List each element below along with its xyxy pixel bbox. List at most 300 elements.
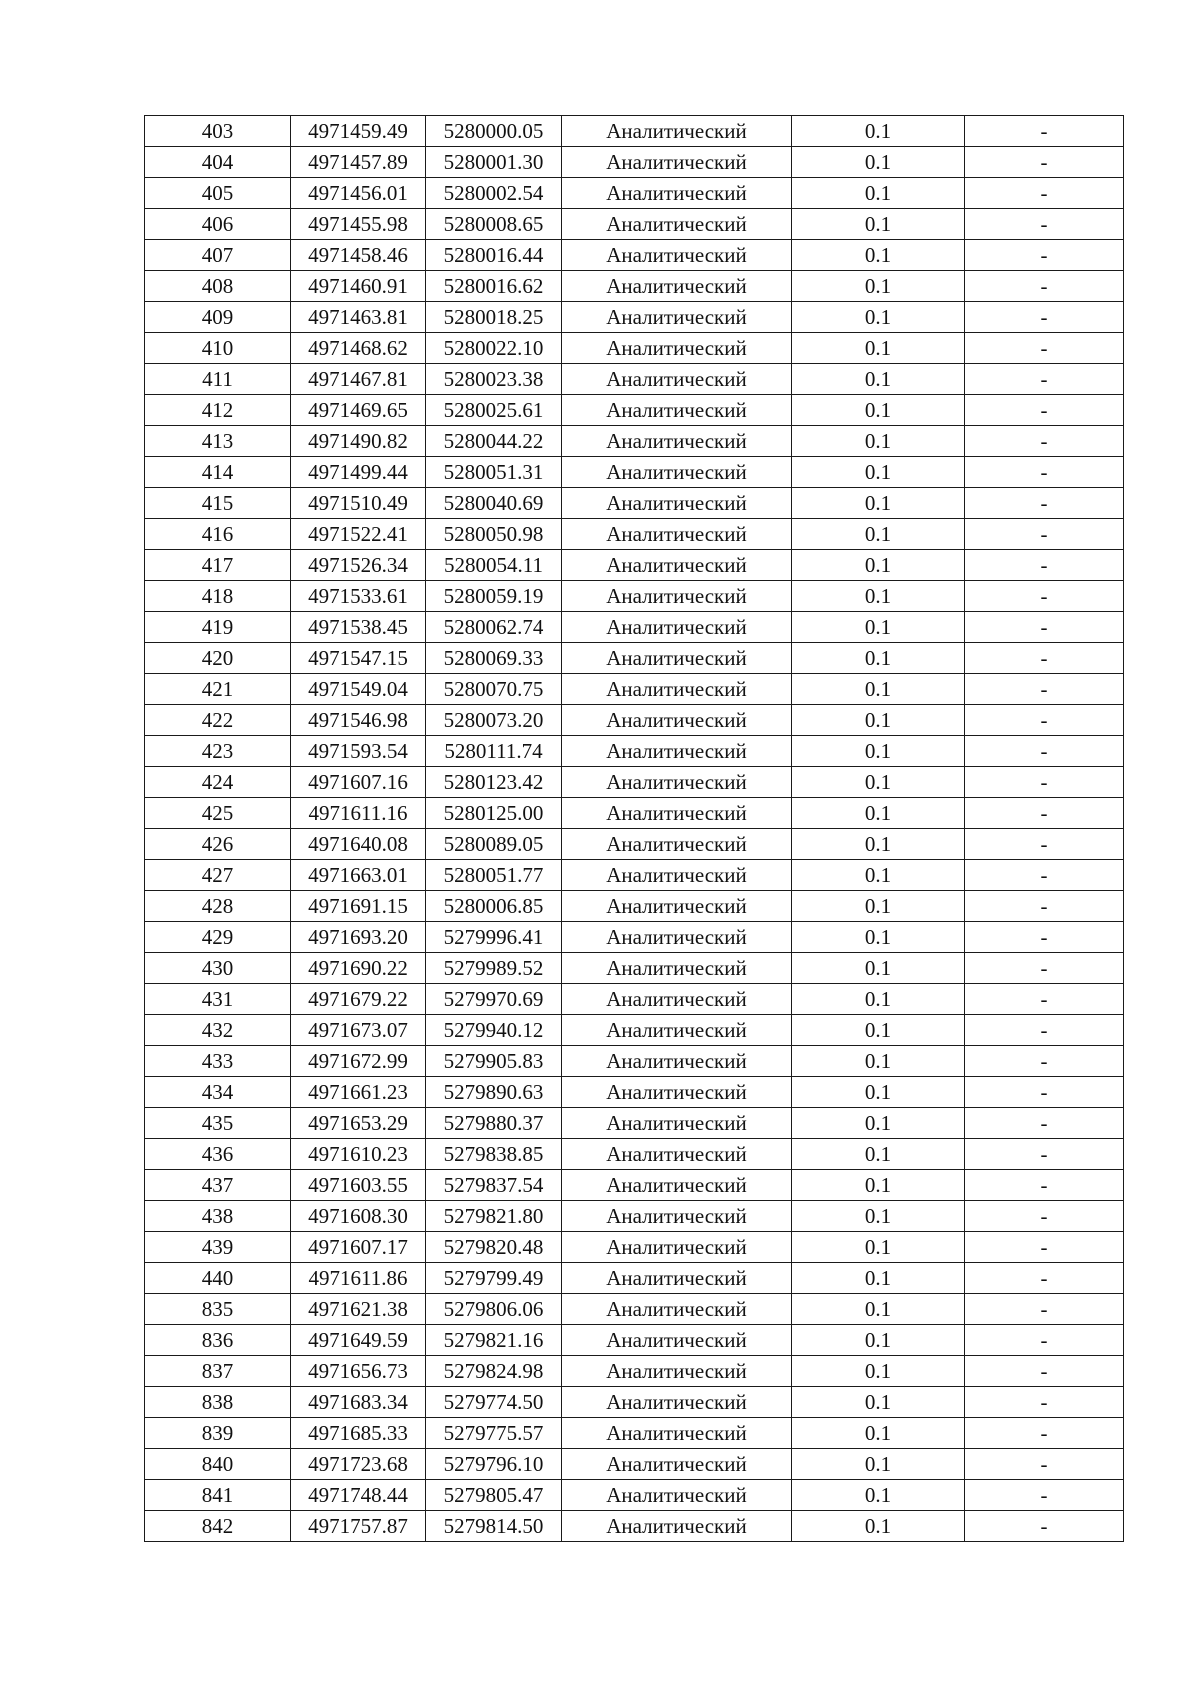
point-number-cell: 440 bbox=[145, 1263, 291, 1294]
x-coordinate-cell: 4971663.01 bbox=[291, 860, 426, 891]
y-coordinate-cell: 5280016.44 bbox=[426, 240, 562, 271]
accuracy-cell: 0.1 bbox=[792, 736, 965, 767]
point-number-cell: 415 bbox=[145, 488, 291, 519]
x-coordinate-cell: 4971653.29 bbox=[291, 1108, 426, 1139]
table-row bbox=[145, 953, 1124, 984]
accuracy-cell: 0.1 bbox=[792, 1232, 965, 1263]
table-row bbox=[145, 612, 1124, 643]
note-cell: - bbox=[965, 1294, 1124, 1325]
table-row bbox=[145, 1077, 1124, 1108]
table-row bbox=[145, 891, 1124, 922]
point-number-cell: 432 bbox=[145, 1015, 291, 1046]
point-number-cell: 420 bbox=[145, 643, 291, 674]
x-coordinate-cell: 4971546.98 bbox=[291, 705, 426, 736]
y-coordinate-cell: 5279814.50 bbox=[426, 1511, 562, 1542]
x-coordinate-cell: 4971748.44 bbox=[291, 1480, 426, 1511]
note-cell: - bbox=[965, 643, 1124, 674]
note-cell: - bbox=[965, 922, 1124, 953]
point-number-cell: 407 bbox=[145, 240, 291, 271]
note-cell: - bbox=[965, 1325, 1124, 1356]
method-cell: Аналитический bbox=[562, 1294, 792, 1325]
method-cell: Аналитический bbox=[562, 1511, 792, 1542]
note-cell: - bbox=[965, 1449, 1124, 1480]
x-coordinate-cell: 4971621.38 bbox=[291, 1294, 426, 1325]
y-coordinate-cell: 5280062.74 bbox=[426, 612, 562, 643]
y-coordinate-cell: 5279890.63 bbox=[426, 1077, 562, 1108]
accuracy-cell: 0.1 bbox=[792, 643, 965, 674]
y-coordinate-cell: 5280018.25 bbox=[426, 302, 562, 333]
accuracy-cell: 0.1 bbox=[792, 1387, 965, 1418]
note-cell: - bbox=[965, 1511, 1124, 1542]
point-number-cell: 431 bbox=[145, 984, 291, 1015]
method-cell: Аналитический bbox=[562, 1108, 792, 1139]
note-cell: - bbox=[965, 1480, 1124, 1511]
x-coordinate-cell: 4971468.62 bbox=[291, 333, 426, 364]
accuracy-cell: 0.1 bbox=[792, 1015, 965, 1046]
note-cell: - bbox=[965, 581, 1124, 612]
y-coordinate-cell: 5280070.75 bbox=[426, 674, 562, 705]
x-coordinate-cell: 4971490.82 bbox=[291, 426, 426, 457]
y-coordinate-cell: 5280025.61 bbox=[426, 395, 562, 426]
accuracy-cell: 0.1 bbox=[792, 1449, 965, 1480]
point-number-cell: 439 bbox=[145, 1232, 291, 1263]
method-cell: Аналитический bbox=[562, 302, 792, 333]
accuracy-cell: 0.1 bbox=[792, 1325, 965, 1356]
method-cell: Аналитический bbox=[562, 1480, 792, 1511]
note-cell: - bbox=[965, 240, 1124, 271]
note-cell: - bbox=[965, 1015, 1124, 1046]
table-row bbox=[145, 178, 1124, 209]
accuracy-cell: 0.1 bbox=[792, 364, 965, 395]
point-number-cell: 839 bbox=[145, 1418, 291, 1449]
point-number-cell: 840 bbox=[145, 1449, 291, 1480]
accuracy-cell: 0.1 bbox=[792, 1077, 965, 1108]
method-cell: Аналитический bbox=[562, 1387, 792, 1418]
x-coordinate-cell: 4971607.16 bbox=[291, 767, 426, 798]
point-number-cell: 409 bbox=[145, 302, 291, 333]
point-number-cell: 423 bbox=[145, 736, 291, 767]
y-coordinate-cell: 5280016.62 bbox=[426, 271, 562, 302]
table-row bbox=[145, 1263, 1124, 1294]
table-row bbox=[145, 1418, 1124, 1449]
accuracy-cell: 0.1 bbox=[792, 1139, 965, 1170]
note-cell: - bbox=[965, 209, 1124, 240]
point-number-cell: 424 bbox=[145, 767, 291, 798]
method-cell: Аналитический bbox=[562, 798, 792, 829]
x-coordinate-cell: 4971607.17 bbox=[291, 1232, 426, 1263]
method-cell: Аналитический bbox=[562, 767, 792, 798]
x-coordinate-cell: 4971661.23 bbox=[291, 1077, 426, 1108]
point-number-cell: 842 bbox=[145, 1511, 291, 1542]
accuracy-cell: 0.1 bbox=[792, 1108, 965, 1139]
table-row bbox=[145, 1480, 1124, 1511]
accuracy-cell: 0.1 bbox=[792, 798, 965, 829]
y-coordinate-cell: 5280002.54 bbox=[426, 178, 562, 209]
accuracy-cell: 0.1 bbox=[792, 674, 965, 705]
note-cell: - bbox=[965, 457, 1124, 488]
method-cell: Аналитический bbox=[562, 953, 792, 984]
x-coordinate-cell: 4971467.81 bbox=[291, 364, 426, 395]
accuracy-cell: 0.1 bbox=[792, 953, 965, 984]
accuracy-cell: 0.1 bbox=[792, 829, 965, 860]
x-coordinate-cell: 4971656.73 bbox=[291, 1356, 426, 1387]
note-cell: - bbox=[965, 1263, 1124, 1294]
accuracy-cell: 0.1 bbox=[792, 705, 965, 736]
table-row bbox=[145, 736, 1124, 767]
accuracy-cell: 0.1 bbox=[792, 1170, 965, 1201]
y-coordinate-cell: 5280073.20 bbox=[426, 705, 562, 736]
note-cell: - bbox=[965, 1356, 1124, 1387]
x-coordinate-cell: 4971533.61 bbox=[291, 581, 426, 612]
y-coordinate-cell: 5279799.49 bbox=[426, 1263, 562, 1294]
method-cell: Аналитический bbox=[562, 1015, 792, 1046]
method-cell: Аналитический bbox=[562, 643, 792, 674]
table-row bbox=[145, 457, 1124, 488]
y-coordinate-cell: 5280054.11 bbox=[426, 550, 562, 581]
note-cell: - bbox=[965, 116, 1124, 147]
table-row bbox=[145, 302, 1124, 333]
note-cell: - bbox=[965, 1201, 1124, 1232]
table-row bbox=[145, 1325, 1124, 1356]
x-coordinate-cell: 4971458.46 bbox=[291, 240, 426, 271]
x-coordinate-cell: 4971679.22 bbox=[291, 984, 426, 1015]
table-row bbox=[145, 581, 1124, 612]
x-coordinate-cell: 4971672.99 bbox=[291, 1046, 426, 1077]
table-row bbox=[145, 922, 1124, 953]
y-coordinate-cell: 5279824.98 bbox=[426, 1356, 562, 1387]
point-number-cell: 841 bbox=[145, 1480, 291, 1511]
table-row bbox=[145, 829, 1124, 860]
y-coordinate-cell: 5280050.98 bbox=[426, 519, 562, 550]
note-cell: - bbox=[965, 519, 1124, 550]
accuracy-cell: 0.1 bbox=[792, 395, 965, 426]
point-number-cell: 414 bbox=[145, 457, 291, 488]
point-number-cell: 406 bbox=[145, 209, 291, 240]
point-number-cell: 426 bbox=[145, 829, 291, 860]
method-cell: Аналитический bbox=[562, 271, 792, 302]
note-cell: - bbox=[965, 1139, 1124, 1170]
point-number-cell: 411 bbox=[145, 364, 291, 395]
method-cell: Аналитический bbox=[562, 1356, 792, 1387]
point-number-cell: 422 bbox=[145, 705, 291, 736]
method-cell: Аналитический bbox=[562, 240, 792, 271]
point-number-cell: 417 bbox=[145, 550, 291, 581]
point-number-cell: 410 bbox=[145, 333, 291, 364]
table-row bbox=[145, 1139, 1124, 1170]
method-cell: Аналитический bbox=[562, 519, 792, 550]
accuracy-cell: 0.1 bbox=[792, 1201, 965, 1232]
method-cell: Аналитический bbox=[562, 1201, 792, 1232]
y-coordinate-cell: 5280023.38 bbox=[426, 364, 562, 395]
x-coordinate-cell: 4971691.15 bbox=[291, 891, 426, 922]
table-row bbox=[145, 147, 1124, 178]
y-coordinate-cell: 5280123.42 bbox=[426, 767, 562, 798]
table-row bbox=[145, 240, 1124, 271]
table-row bbox=[145, 1015, 1124, 1046]
y-coordinate-cell: 5279996.41 bbox=[426, 922, 562, 953]
accuracy-cell: 0.1 bbox=[792, 488, 965, 519]
y-coordinate-cell: 5280040.69 bbox=[426, 488, 562, 519]
x-coordinate-cell: 4971463.81 bbox=[291, 302, 426, 333]
note-cell: - bbox=[965, 1387, 1124, 1418]
table-row bbox=[145, 333, 1124, 364]
note-cell: - bbox=[965, 426, 1124, 457]
accuracy-cell: 0.1 bbox=[792, 1263, 965, 1294]
note-cell: - bbox=[965, 395, 1124, 426]
table-row bbox=[145, 1356, 1124, 1387]
accuracy-cell: 0.1 bbox=[792, 271, 965, 302]
table-row bbox=[145, 209, 1124, 240]
x-coordinate-cell: 4971690.22 bbox=[291, 953, 426, 984]
point-number-cell: 403 bbox=[145, 116, 291, 147]
accuracy-cell: 0.1 bbox=[792, 860, 965, 891]
y-coordinate-cell: 5280022.10 bbox=[426, 333, 562, 364]
note-cell: - bbox=[965, 1108, 1124, 1139]
method-cell: Аналитический bbox=[562, 1325, 792, 1356]
y-coordinate-cell: 5280051.31 bbox=[426, 457, 562, 488]
table-row bbox=[145, 550, 1124, 581]
point-number-cell: 835 bbox=[145, 1294, 291, 1325]
x-coordinate-cell: 4971693.20 bbox=[291, 922, 426, 953]
y-coordinate-cell: 5279837.54 bbox=[426, 1170, 562, 1201]
y-coordinate-cell: 5279774.50 bbox=[426, 1387, 562, 1418]
method-cell: Аналитический bbox=[562, 426, 792, 457]
point-number-cell: 434 bbox=[145, 1077, 291, 1108]
x-coordinate-cell: 4971611.86 bbox=[291, 1263, 426, 1294]
method-cell: Аналитический bbox=[562, 457, 792, 488]
accuracy-cell: 0.1 bbox=[792, 1511, 965, 1542]
x-coordinate-cell: 4971549.04 bbox=[291, 674, 426, 705]
table-row bbox=[145, 1232, 1124, 1263]
point-number-cell: 412 bbox=[145, 395, 291, 426]
point-number-cell: 438 bbox=[145, 1201, 291, 1232]
x-coordinate-cell: 4971685.33 bbox=[291, 1418, 426, 1449]
y-coordinate-cell: 5279970.69 bbox=[426, 984, 562, 1015]
y-coordinate-cell: 5279880.37 bbox=[426, 1108, 562, 1139]
accuracy-cell: 0.1 bbox=[792, 457, 965, 488]
table-row bbox=[145, 519, 1124, 550]
table-row bbox=[145, 1046, 1124, 1077]
point-number-cell: 408 bbox=[145, 271, 291, 302]
accuracy-cell: 0.1 bbox=[792, 302, 965, 333]
point-number-cell: 838 bbox=[145, 1387, 291, 1418]
x-coordinate-cell: 4971593.54 bbox=[291, 736, 426, 767]
accuracy-cell: 0.1 bbox=[792, 922, 965, 953]
coordinates-table-body bbox=[145, 116, 1124, 1542]
note-cell: - bbox=[965, 798, 1124, 829]
point-number-cell: 836 bbox=[145, 1325, 291, 1356]
table-row bbox=[145, 674, 1124, 705]
y-coordinate-cell: 5280044.22 bbox=[426, 426, 562, 457]
method-cell: Аналитический bbox=[562, 612, 792, 643]
method-cell: Аналитический bbox=[562, 1046, 792, 1077]
point-number-cell: 435 bbox=[145, 1108, 291, 1139]
table-row bbox=[145, 1511, 1124, 1542]
point-number-cell: 436 bbox=[145, 1139, 291, 1170]
method-cell: Аналитический bbox=[562, 209, 792, 240]
note-cell: - bbox=[965, 767, 1124, 798]
method-cell: Аналитический bbox=[562, 364, 792, 395]
note-cell: - bbox=[965, 1077, 1124, 1108]
method-cell: Аналитический bbox=[562, 550, 792, 581]
method-cell: Аналитический bbox=[562, 891, 792, 922]
accuracy-cell: 0.1 bbox=[792, 1418, 965, 1449]
y-coordinate-cell: 5279821.16 bbox=[426, 1325, 562, 1356]
note-cell: - bbox=[965, 1232, 1124, 1263]
x-coordinate-cell: 4971611.16 bbox=[291, 798, 426, 829]
point-number-cell: 427 bbox=[145, 860, 291, 891]
y-coordinate-cell: 5279796.10 bbox=[426, 1449, 562, 1480]
x-coordinate-cell: 4971460.91 bbox=[291, 271, 426, 302]
x-coordinate-cell: 4971522.41 bbox=[291, 519, 426, 550]
note-cell: - bbox=[965, 1418, 1124, 1449]
point-number-cell: 425 bbox=[145, 798, 291, 829]
method-cell: Аналитический bbox=[562, 1139, 792, 1170]
note-cell: - bbox=[965, 333, 1124, 364]
note-cell: - bbox=[965, 860, 1124, 891]
x-coordinate-cell: 4971455.98 bbox=[291, 209, 426, 240]
method-cell: Аналитический bbox=[562, 674, 792, 705]
table-row bbox=[145, 1449, 1124, 1480]
table-row bbox=[145, 705, 1124, 736]
accuracy-cell: 0.1 bbox=[792, 333, 965, 364]
table-row bbox=[145, 395, 1124, 426]
accuracy-cell: 0.1 bbox=[792, 767, 965, 798]
method-cell: Аналитический bbox=[562, 1418, 792, 1449]
y-coordinate-cell: 5280111.74 bbox=[426, 736, 562, 767]
y-coordinate-cell: 5280069.33 bbox=[426, 643, 562, 674]
table-row bbox=[145, 767, 1124, 798]
note-cell: - bbox=[965, 736, 1124, 767]
table-row bbox=[145, 984, 1124, 1015]
note-cell: - bbox=[965, 302, 1124, 333]
note-cell: - bbox=[965, 612, 1124, 643]
accuracy-cell: 0.1 bbox=[792, 178, 965, 209]
note-cell: - bbox=[965, 674, 1124, 705]
method-cell: Аналитический bbox=[562, 147, 792, 178]
y-coordinate-cell: 5280125.00 bbox=[426, 798, 562, 829]
note-cell: - bbox=[965, 705, 1124, 736]
x-coordinate-cell: 4971457.89 bbox=[291, 147, 426, 178]
method-cell: Аналитический bbox=[562, 488, 792, 519]
x-coordinate-cell: 4971640.08 bbox=[291, 829, 426, 860]
x-coordinate-cell: 4971469.65 bbox=[291, 395, 426, 426]
note-cell: - bbox=[965, 829, 1124, 860]
point-number-cell: 418 bbox=[145, 581, 291, 612]
table-row bbox=[145, 860, 1124, 891]
accuracy-cell: 0.1 bbox=[792, 1294, 965, 1325]
note-cell: - bbox=[965, 178, 1124, 209]
y-coordinate-cell: 5280089.05 bbox=[426, 829, 562, 860]
y-coordinate-cell: 5279806.06 bbox=[426, 1294, 562, 1325]
method-cell: Аналитический bbox=[562, 581, 792, 612]
method-cell: Аналитический bbox=[562, 1263, 792, 1294]
accuracy-cell: 0.1 bbox=[792, 519, 965, 550]
accuracy-cell: 0.1 bbox=[792, 984, 965, 1015]
point-number-cell: 416 bbox=[145, 519, 291, 550]
x-coordinate-cell: 4971510.49 bbox=[291, 488, 426, 519]
y-coordinate-cell: 5279838.85 bbox=[426, 1139, 562, 1170]
note-cell: - bbox=[965, 271, 1124, 302]
method-cell: Аналитический bbox=[562, 1449, 792, 1480]
table-row bbox=[145, 798, 1124, 829]
y-coordinate-cell: 5279775.57 bbox=[426, 1418, 562, 1449]
point-number-cell: 837 bbox=[145, 1356, 291, 1387]
x-coordinate-cell: 4971610.23 bbox=[291, 1139, 426, 1170]
method-cell: Аналитический bbox=[562, 1232, 792, 1263]
point-number-cell: 433 bbox=[145, 1046, 291, 1077]
y-coordinate-cell: 5280008.65 bbox=[426, 209, 562, 240]
coordinates-table bbox=[144, 115, 1124, 1542]
method-cell: Аналитический bbox=[562, 333, 792, 364]
point-number-cell: 430 bbox=[145, 953, 291, 984]
point-number-cell: 421 bbox=[145, 674, 291, 705]
y-coordinate-cell: 5280006.85 bbox=[426, 891, 562, 922]
x-coordinate-cell: 4971757.87 bbox=[291, 1511, 426, 1542]
table-row bbox=[145, 1201, 1124, 1232]
y-coordinate-cell: 5280000.05 bbox=[426, 116, 562, 147]
x-coordinate-cell: 4971547.15 bbox=[291, 643, 426, 674]
accuracy-cell: 0.1 bbox=[792, 891, 965, 922]
method-cell: Аналитический bbox=[562, 178, 792, 209]
y-coordinate-cell: 5279905.83 bbox=[426, 1046, 562, 1077]
method-cell: Аналитический bbox=[562, 1077, 792, 1108]
note-cell: - bbox=[965, 984, 1124, 1015]
y-coordinate-cell: 5279989.52 bbox=[426, 953, 562, 984]
note-cell: - bbox=[965, 147, 1124, 178]
x-coordinate-cell: 4971538.45 bbox=[291, 612, 426, 643]
accuracy-cell: 0.1 bbox=[792, 581, 965, 612]
note-cell: - bbox=[965, 488, 1124, 519]
x-coordinate-cell: 4971603.55 bbox=[291, 1170, 426, 1201]
y-coordinate-cell: 5279821.80 bbox=[426, 1201, 562, 1232]
y-coordinate-cell: 5280051.77 bbox=[426, 860, 562, 891]
method-cell: Аналитический bbox=[562, 829, 792, 860]
x-coordinate-cell: 4971649.59 bbox=[291, 1325, 426, 1356]
accuracy-cell: 0.1 bbox=[792, 116, 965, 147]
y-coordinate-cell: 5280059.19 bbox=[426, 581, 562, 612]
x-coordinate-cell: 4971456.01 bbox=[291, 178, 426, 209]
y-coordinate-cell: 5279940.12 bbox=[426, 1015, 562, 1046]
method-cell: Аналитический bbox=[562, 116, 792, 147]
method-cell: Аналитический bbox=[562, 395, 792, 426]
point-number-cell: 419 bbox=[145, 612, 291, 643]
x-coordinate-cell: 4971499.44 bbox=[291, 457, 426, 488]
note-cell: - bbox=[965, 891, 1124, 922]
table-row bbox=[145, 1108, 1124, 1139]
x-coordinate-cell: 4971459.49 bbox=[291, 116, 426, 147]
y-coordinate-cell: 5279820.48 bbox=[426, 1232, 562, 1263]
method-cell: Аналитический bbox=[562, 922, 792, 953]
y-coordinate-cell: 5280001.30 bbox=[426, 147, 562, 178]
accuracy-cell: 0.1 bbox=[792, 550, 965, 581]
method-cell: Аналитический bbox=[562, 860, 792, 891]
accuracy-cell: 0.1 bbox=[792, 612, 965, 643]
x-coordinate-cell: 4971673.07 bbox=[291, 1015, 426, 1046]
table-row bbox=[145, 364, 1124, 395]
point-number-cell: 405 bbox=[145, 178, 291, 209]
x-coordinate-cell: 4971683.34 bbox=[291, 1387, 426, 1418]
method-cell: Аналитический bbox=[562, 705, 792, 736]
point-number-cell: 437 bbox=[145, 1170, 291, 1201]
table-row bbox=[145, 426, 1124, 457]
accuracy-cell: 0.1 bbox=[792, 147, 965, 178]
note-cell: - bbox=[965, 550, 1124, 581]
point-number-cell: 428 bbox=[145, 891, 291, 922]
note-cell: - bbox=[965, 953, 1124, 984]
table-row bbox=[145, 1387, 1124, 1418]
accuracy-cell: 0.1 bbox=[792, 240, 965, 271]
